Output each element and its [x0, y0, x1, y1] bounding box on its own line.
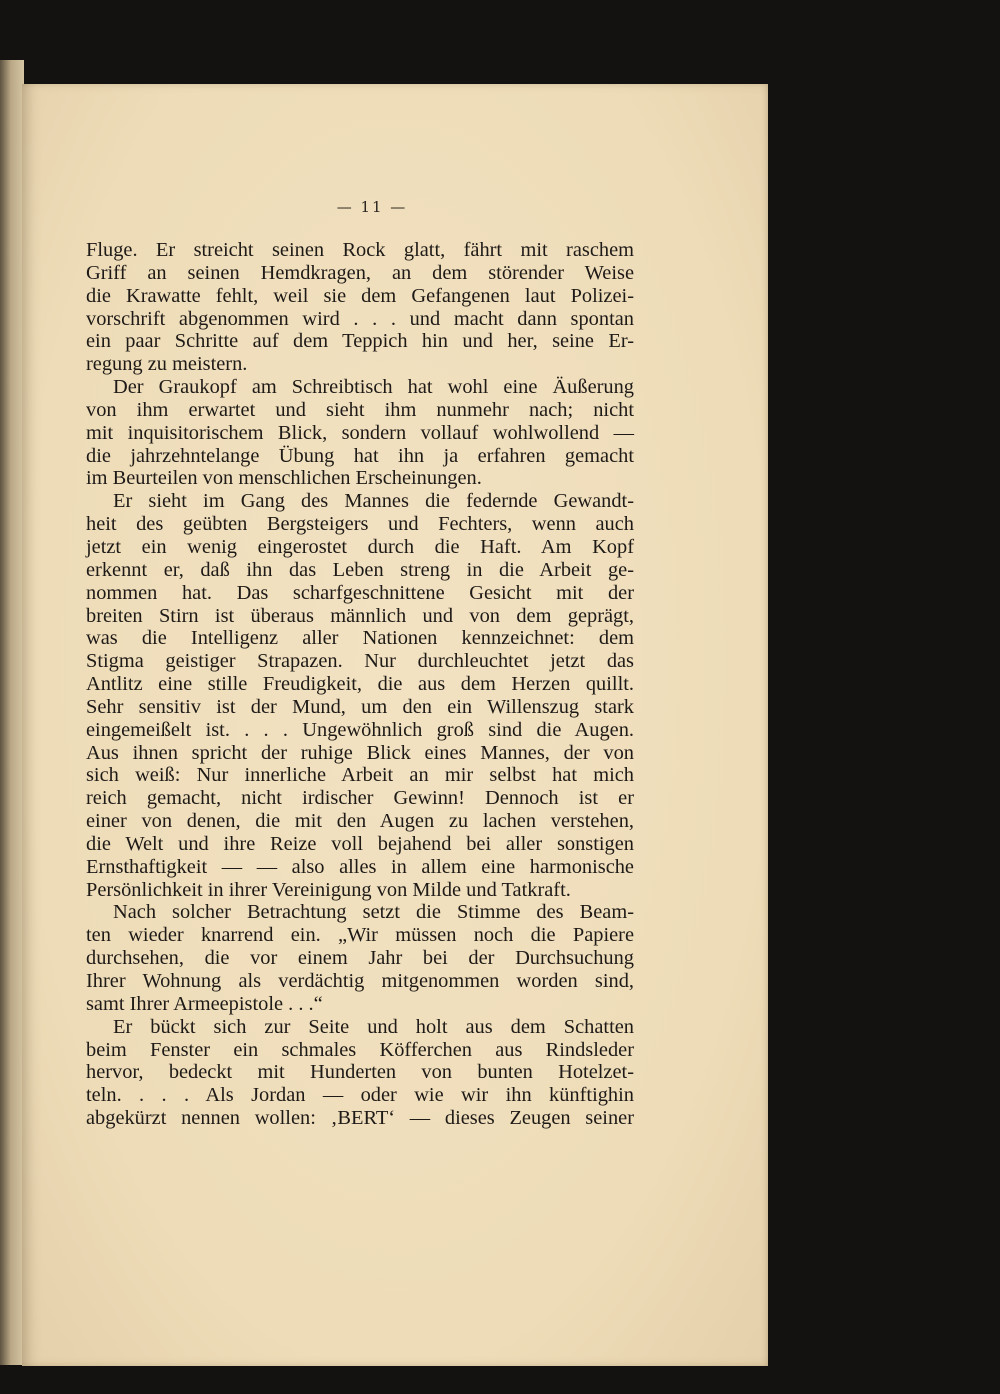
- text-line: die jahrzehntelange Übung hat ihn ja erfahren gemacht: [86, 444, 634, 467]
- book-page: [22, 84, 768, 1366]
- text-line: reich gemacht, nicht irdischer Gewinn! Dennoch ist er: [86, 787, 634, 810]
- text-line: Er bückt sich zur Seite und holt aus dem Schatten: [113, 1015, 634, 1038]
- text-line: Antlitz eine stille Freudigkeit, die aus dem Herzen quillt.: [86, 673, 634, 696]
- text-line: Stigma geistiger Strapazen. Nur durchleuchtet jetzt das: [86, 650, 634, 673]
- text-line: erkennt er, daß ihn das Leben streng in die Arbeit ge-: [86, 558, 634, 581]
- text-line: breiten Stirn ist überaus männlich und von dem geprägt,: [86, 604, 634, 627]
- text-line: hervor, bedeckt mit Hunderten von bunten Hotelzet-: [86, 1061, 634, 1084]
- text-line: ten wieder knarrend ein. „Wir müssen noch die Papiere: [86, 924, 634, 947]
- text-line: regung zu meistern.: [86, 353, 248, 376]
- text-line: mit inquisitorischem Blick, sondern vollauf wohlwollend —: [86, 421, 634, 444]
- text-line: heit des geübten Bergsteigers und Fechters, wenn auch: [86, 513, 634, 536]
- text-line: Fluge. Er streicht seinen Rock glatt, fährt mit raschem: [86, 239, 634, 261]
- text-line: abgekürzt nennen wollen: ‚BERT‘ — dieses Zeugen seiner: [86, 1107, 634, 1130]
- page-number: — 11 —: [336, 198, 408, 216]
- text-line: nommen hat. Das scharfgeschnittene Gesicht mit der: [86, 581, 634, 604]
- text-line: einer von denen, die mit den Augen zu lachen verstehen,: [86, 810, 634, 833]
- text-line: Er sieht im Gang des Mannes die federnde Gewandt-: [113, 490, 634, 513]
- text-line: sich weiß: Nur innerliche Arbeit an mir selbst hat mich: [86, 764, 634, 787]
- text-line: eingemeißelt ist. . . . Ungewöhnlich groß sind die Augen.: [86, 718, 634, 741]
- text-line: Sehr sensitiv ist der Mund, um den ein Willenszug stark: [86, 695, 634, 718]
- previous-page-edge: [0, 60, 24, 1365]
- text-line: Ihrer Wohnung als verdächtig mitgenommen worden sind,: [86, 970, 634, 992]
- text-line: was die Intelligenz aller Nationen kennzeichnet: dem: [86, 627, 634, 650]
- text-line: Aus ihnen spricht der ruhige Blick eines Mannes, der von: [86, 741, 634, 764]
- text-line: teln. . . . Als Jordan — oder wie wir ihn künftighin: [86, 1084, 634, 1107]
- text-line: samt Ihrer Armeepistole . . .“: [86, 992, 323, 1015]
- text-line: durchsehen, die vor einem Jahr bei der Durchsuchung: [86, 947, 634, 970]
- text-line: jetzt ein wenig eingerostet durch die Haft. Am Kopf: [86, 535, 634, 558]
- text-line: ein paar Schritte auf dem Teppich hin und her, seine Er-: [86, 330, 634, 353]
- text-line: Persönlichkeit in ihrer Vereinigung von Milde und Tatkraft.: [86, 878, 571, 901]
- text-line: Der Graukopf am Schreibtisch hat wohl eine Äußerung: [113, 376, 634, 399]
- text-line: Griff an seinen Hemdkragen, an dem störender Weise: [86, 261, 634, 284]
- text-line: Ernsthaftigkeit — — also alles in allem eine harmonische: [86, 855, 634, 878]
- text-line: beim Fenster ein schmales Köfferchen aus Rindsleder: [86, 1038, 634, 1061]
- text-line: von ihm erwartet und sieht ihm nunmehr nach; nicht: [86, 398, 634, 421]
- text-line: im Beurteilen von menschlichen Erscheinungen.: [86, 467, 482, 490]
- text-line: die Welt und ihre Reize voll bejahend bei aller sonstigen: [86, 832, 634, 855]
- body-text: [86, 239, 634, 1130]
- text-line: die Krawatte fehlt, weil sie dem Gefangenen laut Polizei-: [86, 284, 634, 307]
- text-line: vorschrift abgenommen wird . . . und macht dann spontan: [86, 307, 634, 330]
- text-line: Nach solcher Betrachtung setzt die Stimme des Beam-: [113, 901, 634, 924]
